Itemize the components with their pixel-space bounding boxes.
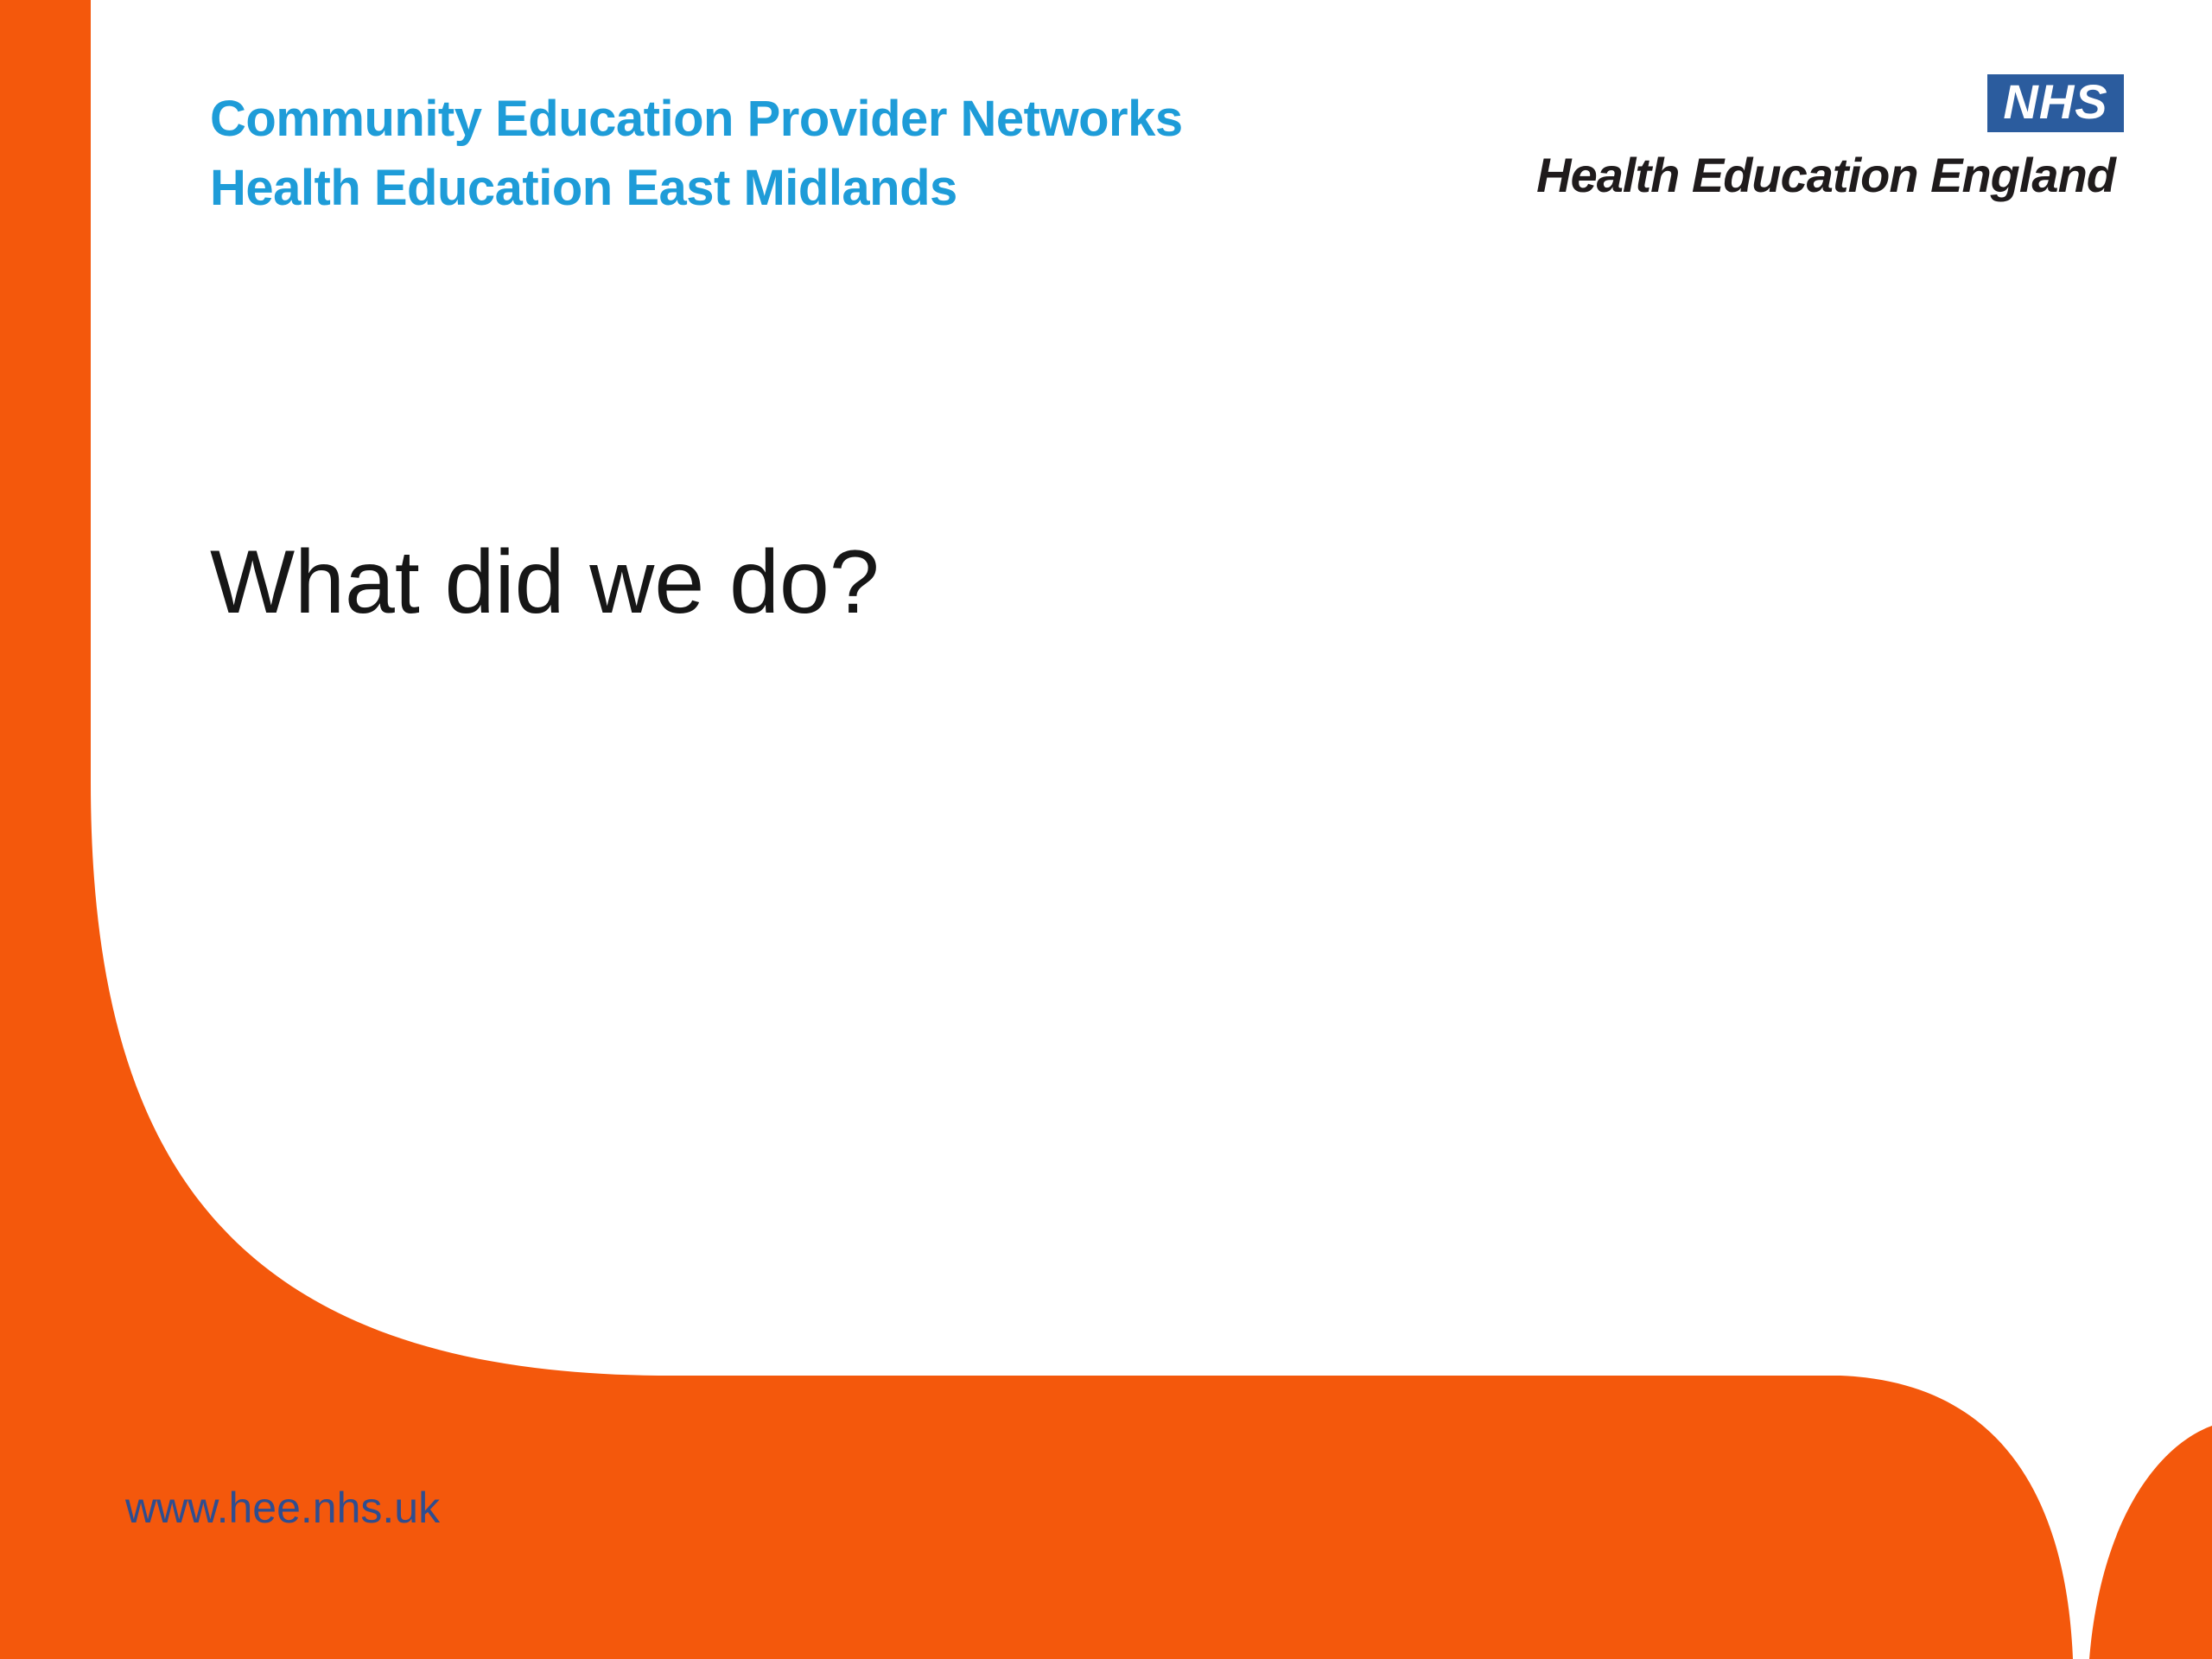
nhs-org-name: Health Education England (1536, 148, 2115, 202)
slide-subtitle-line2: Health Education East Midlands (210, 160, 957, 216)
slide-title: What did we do? (210, 532, 880, 632)
slide-subtitle (210, 85, 1183, 223)
nhs-logo-text: NHS (2003, 73, 2108, 129)
nhs-logo (1987, 74, 2124, 132)
speech-bubble-shape (91, 0, 2212, 1659)
slide-subtitle-line1: Community Education Provider Networks (210, 91, 1183, 147)
footer-url: www.hee.nhs.uk (125, 1484, 441, 1532)
